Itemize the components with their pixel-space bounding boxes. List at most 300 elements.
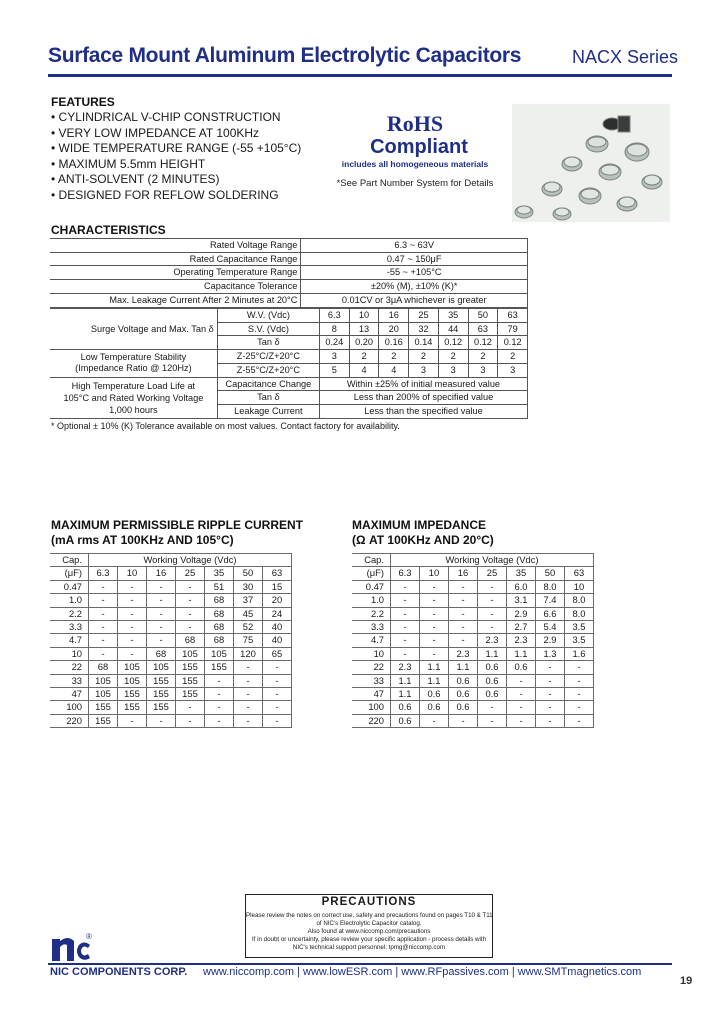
tan-cell: 0.12	[468, 336, 498, 350]
wv-cell: 63	[498, 309, 528, 323]
value-cell: -	[263, 701, 292, 714]
tan-cell: 0.16	[379, 336, 409, 350]
table-row	[50, 266, 528, 280]
ripple-heading-line: (mA rms AT 100KHz AND 105°C)	[51, 533, 234, 547]
value-cell: 1.1	[449, 661, 478, 674]
value-cell: 75	[234, 634, 263, 647]
op-temp-value: -55 ~ +105°C	[301, 266, 528, 280]
impedance-heading-line: (Ω AT 100KHz AND 20°C)	[352, 533, 494, 547]
impedance-heading	[352, 518, 494, 548]
value-cell: 51	[205, 580, 234, 593]
voltage-header: 35	[205, 567, 234, 580]
tan-label: Tan δ	[217, 336, 319, 350]
sv-cell: 13	[349, 322, 379, 336]
value-cell: 68	[89, 661, 118, 674]
value-cell: 68	[205, 634, 234, 647]
table-row	[50, 239, 528, 253]
value-cell: 1.1	[391, 674, 420, 687]
cap-cell: 47	[352, 688, 391, 701]
z55-cell: 3	[438, 363, 468, 377]
value-cell: 2.3	[507, 634, 536, 647]
z55-cell: 5	[319, 363, 349, 377]
value-cell: 15	[263, 580, 292, 593]
value-cell: -	[176, 607, 205, 620]
op-temp-label: Operating Temperature Range	[50, 266, 301, 280]
value-cell: 155	[89, 714, 118, 727]
value-cell: 105	[118, 674, 147, 687]
z55-cell: 3	[498, 363, 528, 377]
impedance-table	[352, 553, 594, 728]
table-row	[50, 714, 292, 727]
value-cell: 105	[176, 647, 205, 660]
value-cell: 0.6	[391, 714, 420, 727]
cap-cell: 1.0	[50, 594, 89, 607]
leakage-label: Max. Leakage Current After 2 Minutes at 20°C	[50, 293, 301, 307]
working-voltage-header: Working Voltage (Vdc)	[391, 554, 594, 567]
value-cell: -	[420, 714, 449, 727]
cap-cell: 10	[352, 647, 391, 660]
sv-cell: 32	[409, 322, 439, 336]
unit-header: (μF)	[50, 567, 89, 580]
value-cell: 155	[205, 661, 234, 674]
z25-label: Z-25°C/Z+20°C	[217, 350, 319, 364]
registered-mark: ®	[86, 932, 92, 941]
value-cell: -	[176, 621, 205, 634]
sv-cell: 8	[319, 322, 349, 336]
sv-cell: 44	[438, 322, 468, 336]
cap-cell: 0.47	[50, 580, 89, 593]
table-row	[352, 607, 594, 620]
table-header-row	[352, 567, 594, 580]
table-row	[352, 580, 594, 593]
z55-cell: 4	[379, 363, 409, 377]
value-cell: -	[507, 701, 536, 714]
value-cell: -	[89, 580, 118, 593]
table-row	[50, 621, 292, 634]
unit-header: (μF)	[352, 567, 391, 580]
page-title: Surface Mount Aluminum Electrolytic Capacitors	[48, 44, 522, 67]
value-cell: -	[478, 580, 507, 593]
ripple-heading-line: MAXIMUM PERMISSIBLE RIPPLE CURRENT	[51, 518, 304, 532]
voltage-header: 63	[565, 567, 594, 580]
value-cell: -	[420, 580, 449, 593]
value-cell: -	[147, 714, 176, 727]
value-cell: 1.1	[391, 688, 420, 701]
load-tan-value: Less than 200% of specified value	[319, 391, 527, 405]
sv-cell: 79	[498, 322, 528, 336]
table-row	[352, 634, 594, 647]
value-cell: 1.1	[420, 674, 449, 687]
table-row	[50, 293, 528, 307]
company-name: NIC COMPONENTS CORP.	[50, 966, 188, 978]
value-cell: -	[205, 674, 234, 687]
table-row	[50, 280, 528, 294]
value-cell: -	[89, 594, 118, 607]
value-cell: 30	[234, 580, 263, 593]
value-cell: 10	[565, 580, 594, 593]
sv-label: S.V. (Vdc)	[217, 322, 319, 336]
value-cell: -	[507, 674, 536, 687]
cap-change-value: Within ±25% of initial measured value	[319, 377, 527, 391]
value-cell: -	[147, 621, 176, 634]
table-row	[50, 647, 292, 660]
precautions-line: Please review the notes on correct use, safety and precautions found on pages T10 & T11	[246, 912, 493, 919]
table-row	[50, 309, 528, 323]
table-row	[50, 607, 292, 620]
value-cell: -	[234, 701, 263, 714]
value-cell: -	[420, 594, 449, 607]
value-cell: -	[449, 607, 478, 620]
value-cell: 6.6	[536, 607, 565, 620]
value-cell: -	[147, 580, 176, 593]
value-cell: 105	[205, 647, 234, 660]
value-cell: -	[234, 661, 263, 674]
cap-cell: 3.3	[50, 621, 89, 634]
leakage-value: 0.01CV or 3μA whichever is greater	[301, 293, 528, 307]
value-cell: -	[507, 714, 536, 727]
value-cell: 40	[263, 621, 292, 634]
value-cell: -	[118, 647, 147, 660]
rated-cap-value: 0.47 ~ 150μF	[301, 252, 528, 266]
impedance-heading-line: MAXIMUM IMPEDANCE	[352, 518, 486, 532]
cap-header: Cap.	[352, 554, 391, 567]
sv-cell: 63	[468, 322, 498, 336]
value-cell: -	[420, 647, 449, 660]
table-row	[50, 661, 292, 674]
value-cell: -	[449, 580, 478, 593]
cap-cell: 2.2	[352, 607, 391, 620]
rohs-note: *See Part Number System for Details	[336, 178, 494, 189]
voltage-header: 16	[147, 567, 176, 580]
table-header-row	[352, 554, 594, 567]
value-cell: -	[565, 714, 594, 727]
value-cell: -	[536, 701, 565, 714]
surge-label: Surge Voltage and Max. Tan δ	[50, 309, 217, 350]
value-cell: -	[536, 714, 565, 727]
features-heading: FEATURES	[51, 95, 115, 109]
z55-cell: 4	[349, 363, 379, 377]
value-cell: 68	[205, 594, 234, 607]
value-cell: -	[234, 714, 263, 727]
capacitor-photo	[512, 104, 670, 222]
rohs-label: RoHS	[386, 111, 444, 136]
cap-header: Cap.	[50, 554, 89, 567]
value-cell: 40	[263, 634, 292, 647]
value-cell: -	[147, 594, 176, 607]
wv-cell: 6.3	[319, 309, 349, 323]
z25-cell: 2	[379, 350, 409, 364]
value-cell: 0.6	[478, 688, 507, 701]
value-cell: -	[420, 621, 449, 634]
value-cell: 3.1	[507, 594, 536, 607]
value-cell: 120	[234, 647, 263, 660]
value-cell: -	[449, 714, 478, 727]
value-cell: -	[565, 674, 594, 687]
value-cell: 8.0	[565, 594, 594, 607]
value-cell: 20	[263, 594, 292, 607]
value-cell: -	[147, 607, 176, 620]
table-row	[50, 580, 292, 593]
value-cell: 1.6	[565, 647, 594, 660]
precautions-line: NIC's technical support personnel: tpmg@niccomp.com	[292, 944, 446, 951]
value-cell: -	[565, 661, 594, 674]
value-cell: 0.6	[420, 701, 449, 714]
value-cell: -	[391, 594, 420, 607]
load-tan-label: Tan δ	[217, 391, 319, 405]
voltage-header: 63	[263, 567, 292, 580]
characteristics-heading: CHARACTERISTICS	[51, 223, 166, 237]
series-name: NACX Series	[572, 47, 679, 67]
value-cell: 1.1	[420, 661, 449, 674]
cap-cell: 2.2	[50, 607, 89, 620]
value-cell: 8.0	[565, 607, 594, 620]
value-cell: 105	[89, 674, 118, 687]
z25-cell: 2	[438, 350, 468, 364]
sv-cell: 20	[379, 322, 409, 336]
value-cell: 0.6	[507, 661, 536, 674]
value-cell: 2.9	[536, 634, 565, 647]
value-cell: -	[420, 634, 449, 647]
z55-cell: 3	[409, 363, 439, 377]
value-cell: -	[176, 594, 205, 607]
precautions-line: Also found at www.niccomp.com/precautions	[307, 928, 431, 935]
value-cell: 0.6	[449, 701, 478, 714]
value-cell: 3.5	[565, 621, 594, 634]
value-cell: -	[118, 594, 147, 607]
value-cell: -	[118, 607, 147, 620]
value-cell: -	[263, 714, 292, 727]
z25-cell: 3	[319, 350, 349, 364]
value-cell: 105	[89, 688, 118, 701]
feature-item: • VERY LOW IMPEDANCE AT 100KHz	[51, 125, 260, 140]
lowtemp-label-line: Low Temperature Stability	[80, 352, 187, 363]
table-row	[352, 701, 594, 714]
value-cell: 0.6	[449, 674, 478, 687]
table-row	[50, 701, 292, 714]
z25-cell: 2	[498, 350, 528, 364]
value-cell: 0.6	[420, 688, 449, 701]
load-label-line: High Temperature Load Life at	[71, 380, 196, 391]
cap-cell: 22	[50, 661, 89, 674]
table-row	[352, 714, 594, 727]
value-cell: -	[89, 607, 118, 620]
value-cell: 155	[176, 688, 205, 701]
value-cell: -	[176, 701, 205, 714]
value-cell: 155	[147, 688, 176, 701]
value-cell: -	[478, 714, 507, 727]
value-cell: 3.5	[565, 634, 594, 647]
value-cell: -	[391, 634, 420, 647]
value-cell: -	[478, 621, 507, 634]
feature-item: • MAXIMUM 5.5mm HEIGHT	[51, 156, 206, 171]
value-cell: -	[263, 674, 292, 687]
value-cell: 52	[234, 621, 263, 634]
value-cell: 1.1	[478, 647, 507, 660]
value-cell: 155	[176, 661, 205, 674]
table-row	[352, 688, 594, 701]
tan-cell: 0.12	[438, 336, 468, 350]
value-cell: 65	[263, 647, 292, 660]
feature-item: • CYLINDRICAL V-CHIP CONSTRUCTION	[51, 110, 281, 124]
feature-item: • WIDE TEMPERATURE RANGE (-55 +105°C)	[51, 141, 302, 155]
z25-cell: 2	[409, 350, 439, 364]
ripple-heading	[51, 518, 303, 548]
value-cell: 7.4	[536, 594, 565, 607]
value-cell: -	[420, 607, 449, 620]
cap-cell: 1.0	[352, 594, 391, 607]
cap-cell: 3.3	[352, 621, 391, 634]
rohs-compliant-label: Compliant	[370, 136, 468, 158]
value-cell: -	[205, 701, 234, 714]
value-cell: 24	[263, 607, 292, 620]
value-cell: 105	[147, 661, 176, 674]
leak2-label: Leakage Current	[217, 404, 319, 418]
value-cell: 68	[176, 634, 205, 647]
cap-change-label: Capacitance Change	[217, 377, 319, 391]
voltage-header: 35	[507, 567, 536, 580]
value-cell: -	[565, 688, 594, 701]
table-header-row	[50, 554, 292, 567]
cap-cell: 100	[50, 701, 89, 714]
table-row	[352, 674, 594, 687]
wv-cell: 16	[379, 309, 409, 323]
value-cell: 37	[234, 594, 263, 607]
voltage-header: 6.3	[391, 567, 420, 580]
value-cell: 2.9	[507, 607, 536, 620]
load-label-line: 105°C and Rated Working Voltage	[63, 392, 204, 403]
rohs-badge	[320, 112, 510, 189]
working-voltage-header: Working Voltage (Vdc)	[89, 554, 292, 567]
value-cell: 1.1	[507, 647, 536, 660]
table-row	[50, 594, 292, 607]
voltage-header: 10	[118, 567, 147, 580]
characteristics-table	[50, 238, 528, 308]
load-life-label	[50, 377, 217, 418]
value-cell: -	[449, 634, 478, 647]
value-cell: -	[391, 580, 420, 593]
value-cell: -	[263, 688, 292, 701]
voltage-header: 16	[449, 567, 478, 580]
title-rule	[48, 74, 672, 77]
value-cell: -	[147, 634, 176, 647]
table-row	[50, 634, 292, 647]
value-cell: -	[118, 621, 147, 634]
value-cell: -	[176, 714, 205, 727]
cap-cell: 22	[352, 661, 391, 674]
value-cell: -	[507, 688, 536, 701]
value-cell: -	[449, 594, 478, 607]
value-cell: 2.7	[507, 621, 536, 634]
value-cell: -	[449, 621, 478, 634]
tan-cell: 0.24	[319, 336, 349, 350]
value-cell: 155	[176, 674, 205, 687]
voltage-header: 25	[176, 567, 205, 580]
cap-cell: 4.7	[352, 634, 391, 647]
value-cell: 2.3	[391, 661, 420, 674]
value-cell: -	[118, 634, 147, 647]
wv-cell: 50	[468, 309, 498, 323]
feature-item: • ANTI-SOLVENT (2 MINUTES)	[51, 172, 220, 186]
value-cell: -	[234, 674, 263, 687]
value-cell: -	[536, 661, 565, 674]
table-row	[352, 661, 594, 674]
z25-cell: 2	[349, 350, 379, 364]
tan-cell: 0.20	[349, 336, 379, 350]
value-cell: 2.3	[478, 634, 507, 647]
value-cell: 155	[118, 688, 147, 701]
surge-table	[50, 308, 528, 419]
tan-cell: 0.12	[498, 336, 528, 350]
value-cell: -	[478, 594, 507, 607]
cap-cell: 220	[50, 714, 89, 727]
value-cell: 1.3	[536, 647, 565, 660]
value-cell: -	[536, 674, 565, 687]
value-cell: -	[391, 607, 420, 620]
voltage-header: 6.3	[89, 567, 118, 580]
value-cell: 155	[147, 701, 176, 714]
wv-label: W.V. (Vdc)	[217, 309, 319, 323]
tolerance-footnote: * Optional ± 10% (K) Tolerance available on most values. Contact factory for availability.	[51, 421, 400, 431]
wv-cell: 25	[409, 309, 439, 323]
table-row	[50, 674, 292, 687]
rohs-subtext: includes all homogeneous materials	[341, 159, 489, 169]
ripple-table	[50, 553, 292, 728]
value-cell: -	[234, 688, 263, 701]
z55-label: Z-55°C/Z+20°C	[217, 363, 319, 377]
value-cell: -	[118, 580, 147, 593]
value-cell: 155	[147, 674, 176, 687]
value-cell: 45	[234, 607, 263, 620]
value-cell: -	[205, 688, 234, 701]
value-cell: 8.0	[536, 580, 565, 593]
table-row	[352, 621, 594, 634]
cap-cell: 33	[50, 674, 89, 687]
value-cell: -	[205, 714, 234, 727]
value-cell: -	[391, 647, 420, 660]
value-cell: 68	[205, 621, 234, 634]
voltage-header: 50	[234, 567, 263, 580]
voltage-header: 10	[420, 567, 449, 580]
value-cell: -	[89, 621, 118, 634]
cap-cell: 10	[50, 647, 89, 660]
value-cell: -	[89, 647, 118, 660]
value-cell: 0.6	[391, 701, 420, 714]
value-cell: 68	[205, 607, 234, 620]
cap-cell: 47	[50, 688, 89, 701]
footer-urls[interactable]: www.niccomp.com | www.lowESR.com | www.RFpassives.com | www.SMTmagnetics.com	[203, 966, 642, 978]
value-cell: -	[263, 661, 292, 674]
feature-item: • DESIGNED FOR REFLOW SOLDERING	[51, 187, 279, 202]
value-cell: 68	[147, 647, 176, 660]
table-row	[50, 350, 528, 364]
cap-cell: 0.47	[352, 580, 391, 593]
value-cell: -	[536, 688, 565, 701]
value-cell: 2.3	[449, 647, 478, 660]
tan-cell: 0.14	[409, 336, 439, 350]
value-cell: -	[565, 701, 594, 714]
value-cell: 6.0	[507, 580, 536, 593]
value-cell: -	[176, 580, 205, 593]
value-cell: 155	[118, 701, 147, 714]
table-row	[352, 647, 594, 660]
cap-tol-value: ±20% (M), ±10% (K)*	[301, 280, 528, 294]
features-list	[51, 110, 301, 203]
cap-cell: 4.7	[50, 634, 89, 647]
cap-cell: 100	[352, 701, 391, 714]
precautions-box	[245, 894, 493, 958]
table-row	[352, 594, 594, 607]
precautions-line: of NIC's Electrolytic Capacitor catalog.	[316, 920, 422, 927]
